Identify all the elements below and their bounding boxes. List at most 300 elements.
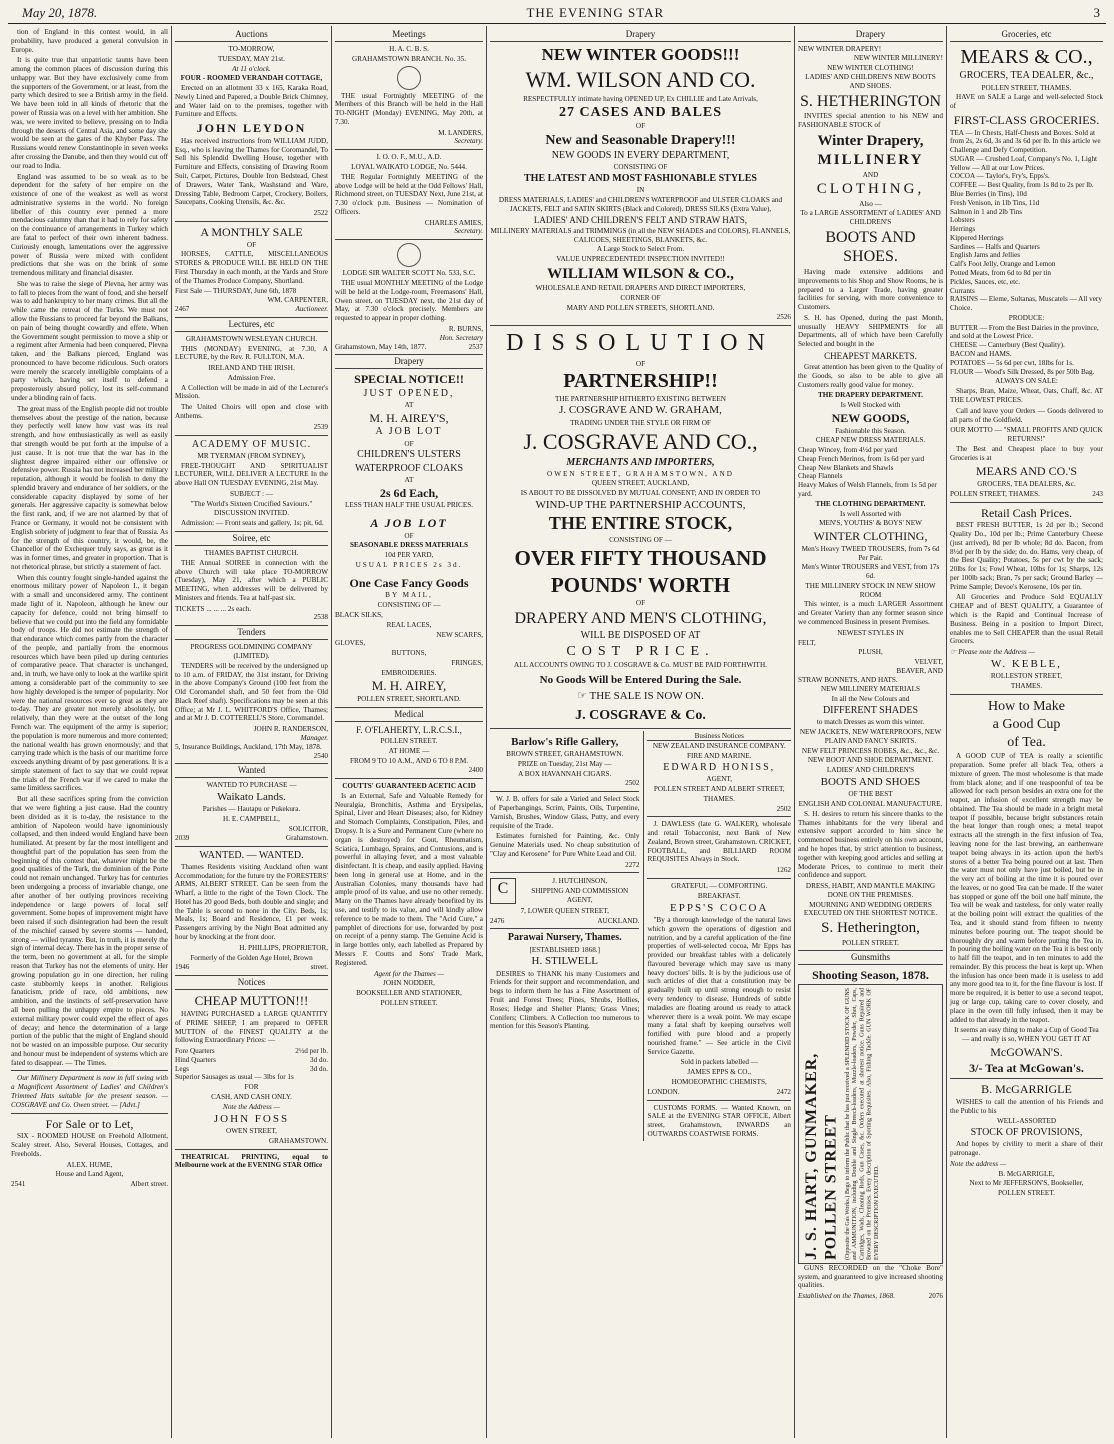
- list-item: Men's Winter TROUSERS and VEST, from 17s 6d.: [801, 563, 940, 581]
- wanted-subject: Waikato Lands.: [217, 791, 286, 804]
- hours: FROM 9 TO 10 A.M., AND 6 TO 8 P.M.: [349, 756, 469, 765]
- retail-cash-prices: Retail Cash Prices.: [981, 505, 1072, 520]
- epps-header-2: BREAKFAST.: [697, 891, 741, 900]
- soiree-body: THE Annual SOIREE in connection with the above Church will take place TO-MORROW (Tuesday), May 21, after which a PUBLIC MEETING, when addresses will be delivered by Ministers and friends. Tea at half-past six.: [175, 558, 328, 602]
- mcgarrigle-title: B. McGARRIGLE: [981, 1082, 1072, 1097]
- section-heading-wanted: Wanted: [175, 763, 328, 778]
- parawai-est: [ESTABLISHED 1868.]: [529, 945, 600, 954]
- keble-place: THAMES.: [1010, 682, 1043, 691]
- shooting-season: Shooting Season, 1878.: [812, 968, 929, 983]
- ad-code: 2472: [776, 1087, 791, 1096]
- mens-youths: MEN'S, YOUTHS' & BOYS' NEW: [819, 519, 922, 528]
- wanted-solicitor: H. E. CAMPBELL,: [223, 815, 280, 824]
- of-tea: of Tea.: [1007, 735, 1046, 751]
- academy-lecturer: MR TYERMAN (FROM SYDNEY),: [197, 451, 306, 460]
- dress-list: DRESS MATERIALS, LADIES' and CHILDREN'S WATERPROOF and ULSTER CLOAKS and JACKETS, FELT and SATIN SKIRTS (Black and Colored), DRESS SILKS (Extra Value),: [498, 196, 783, 213]
- wanted-role: SOLICITOR,: [288, 825, 328, 834]
- mutton-for: FOR: [244, 1083, 259, 1092]
- fashionable: Fashionable this Season.: [835, 426, 906, 435]
- editorial-paragraph: tion of England in this contest would, in all probability, have produced a general convulsion in Europe.: [11, 28, 168, 54]
- issue-date: May 20, 1878.: [22, 5, 98, 21]
- nz-insurance-title: NEW ZEALAND INSURANCE COMPANY.: [652, 742, 786, 751]
- price-row: [175, 1065, 328, 1074]
- millinery: MILLINERY: [817, 152, 924, 169]
- price-value: 3d do.: [310, 1055, 328, 1064]
- by-mail: BY MAIL,: [385, 591, 433, 600]
- ulsters: CHILDREN'S ULSTERS: [357, 449, 461, 461]
- section-heading-auctions: Auctions: [175, 28, 328, 42]
- sale-now: THE SALE IS NOW ON.: [589, 690, 704, 703]
- easy-thing: It seems an easy thing to make a Cup of Good Tea — and really is so, WHEN YOU GET IT AT: [954, 1026, 1099, 1044]
- list-item: Men's Heavy TWEED TROUSERS, from 7s 6d Per Pair.: [801, 544, 940, 562]
- ad-code: 2076: [928, 1292, 943, 1301]
- list-item: Blue Berries (in Tins), 10d: [950, 189, 1027, 198]
- of-label: OF: [635, 359, 646, 368]
- barlow-prize: PRIZE on Tuesday, 21st May —: [517, 759, 612, 768]
- stock-of-provisions: STOCK OF PROVISIONS,: [970, 1127, 1083, 1139]
- monthly-auctioneer: WM. CARPENTER,: [267, 296, 328, 305]
- wanted-parish: Parishes — Hautapu or Pukekura.: [202, 805, 301, 814]
- theatrical-printing: THEATRICAL PRINTING, equal to Melbourne work at the EVENING STAR Office: [175, 1152, 328, 1170]
- list-item: Salmon in 1 and 2lb Tins: [950, 207, 1023, 216]
- tender-manager: JOHN R. RANDERSON,: [253, 725, 328, 734]
- retail-note: All Groceries and Produce Sold EQUALLY CHEAP and of BEST QUALITY, a Guarantee of which is the Rapid and Continual Increase of Business. Being in a position to Import Direct, enables me to Sell CHEAPER than the usual Retail Grocers.: [950, 593, 1103, 646]
- millinery-materials: NEW MILLINERY MATERIALS: [820, 685, 921, 694]
- list-item: Sardines — Halfs and Quarters: [950, 242, 1040, 251]
- monthly-sale-of: OF: [246, 240, 257, 249]
- wanted2-title: WANTED. — WANTED.: [199, 849, 304, 861]
- wanted2-former: Formerly of the Golden Age Hotel, Brown: [190, 953, 313, 962]
- great-attention: Great attention has been given to the Quality of the Goods, so also to be able to give all Customers really good value for money.: [798, 363, 943, 389]
- price-row: [175, 1047, 328, 1056]
- newest-styles: NEWEST STYLES IN: [837, 628, 904, 637]
- price-value: 2½d per lb.: [295, 1047, 328, 1056]
- ad-code: 2039: [175, 833, 190, 842]
- wilson-name-2: WILLIAM WILSON & CO.,: [547, 265, 734, 282]
- boots-and-shoes-2: BOOTS AND SHOES: [820, 775, 921, 788]
- please-note: Please note the Address —: [958, 648, 1035, 657]
- ad-code: 2537: [468, 342, 483, 351]
- hetherington-title: S. HETHERINGTON: [799, 92, 942, 110]
- gunmaker-body: (Opposite the Gas Works.) Begs to inform the Public that he has just received a SPLENDID STOCK OF GUNS and AMMUNITION, including Double and Single Breech-loaders, Muzzle-loaders, Powder, Shot, Caps, Cartridges, Wads, Cleaning Rods, Gun Cases, &c. Orders executed at shortest notice. Guns Repaired and Browned on the Premises. Every description of Sporting Requisites. Also, Fishing Tackle. GUN WORK OF EVERY DESCRIPTION EXECUTED.: [845, 987, 880, 1260]
- list-item: CHEESE — Canterbury (Best Quality).: [950, 341, 1065, 350]
- hetherington-intro: INVITES special attention to his NEW and FASHIONABLE STOCK of: [798, 112, 943, 130]
- cheapest-markets: CHEAPEST MARKETS.: [824, 351, 917, 362]
- new-winter-clothing: NEW WINTER CLOTHING!: [827, 63, 914, 72]
- list-item: Calf's Foot Jelly, Orange and Lemon: [950, 260, 1056, 269]
- list-item: NEW SCARFS,: [436, 630, 483, 639]
- academy-body: FREE-THOUGHT AND SPIRITUALIST LECTURER, WILL DELIVER A LECTURE In the above Hall ON TUESDAY EVENING, 21st May.: [175, 461, 328, 488]
- barlow-address: BROWN STREET, GRAHAMSTOWN.: [506, 750, 624, 759]
- ad-code: 243: [1092, 489, 1103, 498]
- hacb-title: H. A. C. B. S.: [389, 44, 429, 53]
- ad-code: 2541: [11, 1180, 26, 1189]
- editorial-paragraph: The great mass of the English people did not trouble themselves about the prestige of the nation, because they perfectly well knew how vast was its real strength, and how enthusiastically as well as easily that strength would be put forth at the impulse of a just cause. It is not true that the war has in the slightest degree impaired either our offensive or defensive power. Russia has not increased her military reputation, although it would be foolish to deny the splendid bravery and endurance of her soldiers, or the considerable capacity displayed by some of her generals. Her aggressive capacity is somewhat below the first rank, and, if we are not alarmed by that of France or Germany, it would not be consistent with English sobriety of judgment to fear that of Russia. As for the strength of this country, it would, be, the Chancellor of the Exchequer truly says, as great as it was in former times, and greater in proportion. That is not rhetorical phrase, but strictly a statement of fact.: [11, 404, 168, 571]
- wanted2-street: street.: [310, 963, 328, 972]
- dissolution: DISSOLUTION: [506, 330, 775, 357]
- tender-body: TENDERS will be received by the undersigned up to 10 a.m. of FRIDAY, the 31st instant, for Driving in the above Company's Ground (100 feet from the Old Coromandel shaft, and 50 feet from the Old Black Reef shaft). Specifications may be seen at this Office; at Mr J. L. WHITFORD'S Office, Thames; and at Mr J. D. COTTERELL'S Store, Coromandel.: [175, 661, 328, 723]
- owen-street: OWEN STREET, GRAHAMSTOWN, AND: [547, 469, 734, 478]
- wind-up: WIND-UP THE PARTNERSHIP ACCOUNTS,: [535, 499, 746, 512]
- winter-clothing: WINTER CLOTHING,: [813, 529, 928, 544]
- parawai-title: Parawai Nursery, Thames.: [507, 932, 622, 944]
- felt-robes: NEW FELT PRINCESS ROBES, &c., &c., &c.: [801, 746, 940, 755]
- wjb-body: W. J. B. offers for sale a Varied and Select Stock of Paperhangings, Scrim, Paints, Oils, Turpentine, Varnish, Brushes, Window Glass, Putty, and every requisite of the Trade.: [490, 795, 640, 830]
- always-on-sale: ALWAYS ON SALE:: [995, 377, 1058, 386]
- masthead: [8, 4, 1106, 24]
- call-orders: Call and leave your Orders — Goods delivered to all parts of the Goldfield.: [950, 406, 1103, 424]
- gunmaker-title: J. S. HART, GUNMAKER, POLLEN STREET: [803, 1052, 840, 1260]
- oflaherty-street: POLLEN STREET.: [380, 736, 438, 745]
- mcgowans: McGOWAN'S.: [990, 1044, 1063, 1059]
- well-stocked: Is Well Stocked with: [840, 401, 901, 410]
- list-item: PLUSH,: [858, 648, 883, 657]
- ad-code: 2538: [313, 613, 328, 622]
- coutts-name: JOHN NODDER,: [383, 979, 435, 988]
- ad-code: 2522: [313, 209, 328, 218]
- epps-role: HOMOEOPATHIC CHEMISTS,: [671, 1078, 767, 1086]
- keble-address: ROLLESTON STREET,: [990, 672, 1063, 681]
- oflaherty-name: F. O'FLAHERTY, L.R.C.S.I.,: [356, 725, 462, 736]
- winter-drapery: Winter Drapery,: [817, 132, 924, 149]
- per-yard: 10d PER YARD,: [384, 551, 434, 560]
- nz-fire: FIRE AND MARINE.: [686, 752, 752, 761]
- corner-label: CORNER OF: [620, 293, 661, 302]
- keble-name: W. KEBLE,: [990, 657, 1063, 670]
- wanted2-proprietor: H. PHILLIPS, PROPRIETOR,: [239, 943, 328, 952]
- just-opened: JUST OPENED,: [363, 387, 455, 399]
- hutchinson-role: SHIPPING AND COMMISSION AGENT,: [531, 887, 629, 904]
- scott-role: Hon. Secretary: [439, 333, 483, 342]
- list-item: FLOUR — Wood's Silk Dressed, 8s per 50lb Bag.: [950, 367, 1095, 376]
- pointing-hand-icon: ☞: [950, 648, 959, 657]
- job-lot-2: A JOB LOT: [370, 516, 448, 530]
- drapery-department: THE DRAPERY DEPARTMENT.: [818, 391, 923, 400]
- hutchinson-address: 7, LOWER QUEEN STREET,: [520, 906, 609, 915]
- column-meetings: [332, 26, 487, 1438]
- boot-department: NEW BOOT AND SHOE DEPARTMENT.: [807, 756, 934, 765]
- section-heading-drapery: Drapery: [798, 28, 943, 42]
- for-sale-title: For Sale or to Let,: [45, 1116, 134, 1131]
- section-heading-soiree: Soiree, etc: [175, 531, 328, 546]
- new-goods: NEW GOODS IN EVERY DEPARTMENT,: [551, 150, 730, 162]
- partnership-body: THE PARTNERSHIP HITHERTO EXISTING BETWEEN: [555, 394, 726, 403]
- produce-heading: PRODUCE:: [1008, 313, 1045, 322]
- auction-when: TO-MORROW,: [228, 44, 275, 53]
- job-lot: A JOB LOT: [375, 426, 443, 438]
- new-winter-drapery: NEW WINTER DRAPERY!: [798, 44, 882, 53]
- special-notice: SPECIAL NOTICE!!: [354, 372, 464, 387]
- list-item: RAISINS — Eleme, Sultanas, Muscatels — All very Choice.: [950, 295, 1102, 313]
- auction-title: FOUR - ROOMED VERANDAH COTTAGE,: [180, 74, 323, 83]
- list-item: Fresh Venison, in 1lb Tins, 11d: [950, 198, 1040, 207]
- mutton-street: OWEN STREET,: [226, 1126, 277, 1135]
- section-heading-lectures: Lectures, etc: [175, 317, 328, 332]
- well-assorted: Is well Assorted with: [840, 509, 901, 518]
- less-than: LESS THAN HALF THE USUAL PRICES.: [344, 501, 474, 510]
- auction-time: At 11 o'clock.: [232, 64, 271, 73]
- mutton-title: CHEAP MUTTON!!!: [194, 993, 309, 1009]
- column-groceries: [947, 26, 1106, 1438]
- list-item: EMBROIDERIES.: [381, 668, 437, 677]
- editorial-paragraph: She was to raise the siege of Plevna, her army was to fall to pieces from the want of food, and she herself was to add bankruptcy to her many crimes. But all the while came the retreat of the Turks. We must not allow the Russians to proceed far beyond the Balkans, on pain of being thought cowardly and effete. When the Government sought permission to move a ship or a regiment after Armenia had been conquered, Plevna taken, and the Balkans pierced, England was pronounced to have become ridiculous. Such orators were merely the scarcely intelligible complaints of a party which, having set itself to defend a preposterously absurd policy, lost its self-command under a blinding rain of facts.: [11, 279, 168, 403]
- section-heading-groceries: Groceries, etc: [950, 28, 1103, 42]
- epps-name: JAMES EPPS & CO.,: [687, 1068, 752, 1077]
- mutton-note: Note the Address —: [223, 1102, 280, 1111]
- barlow-box: A BOX HAVANNAH CIGARS.: [518, 769, 612, 778]
- price-item: Hind Quarters: [175, 1055, 216, 1064]
- list-item: BACON and HAMS.: [950, 350, 1012, 359]
- mears-role-2: GROCERS, TEA DEALERS, &c.: [977, 480, 1076, 489]
- mutton-body: HAVING PURCHASED a LARGE QUANTITY of PRIME SHEEP, I am prepared to OFFER MUTTON of the FINEST QUALITY at the following Extraordinary Prices: —: [175, 1009, 328, 1045]
- coutts-title: COUTTS' GUARANTEED ACETIC ACID: [342, 782, 476, 791]
- ad-code: 2467: [175, 304, 190, 313]
- epps-sold: Sold in packets labelled —: [680, 1058, 758, 1067]
- coutts-street: POLLEN STREET.: [380, 998, 438, 1007]
- soiree-place: THAMES BAPTIST CHURCH.: [204, 548, 299, 557]
- masonic-emblem-icon: [397, 243, 421, 267]
- coutts-role: BOOKSELLER AND STATIONER,: [356, 989, 462, 998]
- boots-and-shoes: BOOTS AND SHOES.: [825, 228, 916, 266]
- to-match: to match Dresses as worn this winter.: [816, 718, 925, 727]
- iooi-lodge: LOYAL WAIKATO LODGE, No. 5444.: [351, 163, 467, 171]
- section-heading-tenders: Tenders: [175, 625, 328, 640]
- list-item: BLACK SILKS,: [335, 610, 383, 619]
- list-item: REAL LACES,: [386, 620, 432, 629]
- page-columns: [8, 26, 1106, 1438]
- ad-code: 2476: [490, 916, 505, 925]
- list-item: COCOA — Taylor's, Fry's, Epps's.: [950, 172, 1050, 181]
- established: Established on the Thames, 1868.: [798, 1292, 896, 1301]
- cloak-price: 2s 6d Each,: [379, 485, 439, 500]
- entire-stock: THE ENTIRE STOCK,: [548, 513, 733, 534]
- millinery-body: This winter, is a much LARGER Assortment and Greater Variety than any former season since we commenced Business in present Premises.: [798, 600, 943, 626]
- large-assortment: To a LARGE ASSORTMENT of LADIES' AND CHILDREN'S: [800, 209, 941, 227]
- ad-code: 2502: [776, 804, 791, 813]
- monthly-first-sale: First Sale — THURSDAY, June 6th, 1878: [175, 287, 297, 296]
- millinery-list: MILLINERY MATERIALS and TRIMMINGS (in all the NEW SHADES and COLORS), FLANNELS, CALICOES, SHEETINGS, BLANKETS, &c.: [490, 226, 791, 244]
- academy-subject: "The World's Sixteen Crucified Saviours.": [190, 499, 313, 508]
- hacb-body: THE usual Fortnightly MEETING of the Members of this Branch will be held in the Hall TO-NIGHT (Monday) EVENING, May 20th, at 7.30.: [335, 91, 483, 126]
- new-goods: NEW GOODS,: [831, 410, 910, 425]
- latest-styles: THE LATEST AND MOST FASHIONABLE STYLES: [524, 173, 757, 185]
- new-boots-shoes: LADIES' AND CHILDREN'S NEW BOOTS AND SHOES.: [805, 73, 936, 91]
- cheap-dress-title: CHEAP NEW DRESS MATERIALS.: [815, 436, 926, 445]
- wilson-title: WM. WILSON AND CO.: [525, 66, 756, 92]
- always-body: Sharps, Bran, Maize, Wheat, Oats, Chaff, &c. AT THE LOWEST PRICES.: [950, 387, 1103, 404]
- list-item: Kippered Herrings: [950, 233, 1004, 242]
- list-item: Lobsters: [950, 216, 975, 225]
- scott-date: Grahamstown, May 14th, 1877.: [335, 342, 427, 351]
- new-colours: In all the New Colours and: [831, 695, 910, 704]
- how-to-make: How to Make: [988, 698, 1065, 714]
- coutts-body: Is an External, Safe and Valuable Remedy for Neuralgia, Bronchitis, Asthma and Erysipelas, Spinal, Liver and Heart Diseases; also, for Kidney and Stomach Complaints, Constipation, Piles, and Dropsy. It is a Sure and Permanent Cure (where no organ is destroyed) for Gout, Rheumatism, Sciatica, Lumbago, Sprains, and Contusions, and is powerful in allaying fever, and a most valuable disinfectant. It is cheap, and easily applied. Having been long in general use at Home, and in the Australian Colonies, many thousands have had ample proof of its value, and use no other remedy. Many on the Thames have already benefited by its use, and testify to its value, and will kindly allow reference to be made to them. The "Acid Cure," a pamphlet of directions for use, forwarded by post on receipt of a penny stamp. The Genuine Acid is in large bottles only, each labelled as Prepared by Messrs F. Coutts and Sons' Trade Mark, Registered.: [335, 791, 483, 967]
- list-item: BUTTER — From the Best Dairies in the province, and sold at the Lowest Price.: [950, 323, 1099, 341]
- felt-hats: LADIES' AND CHILDREN'S FELT AND STRAW HATS,: [533, 214, 748, 225]
- tender-role: Manager.: [300, 733, 328, 742]
- consisting: CONSISTING OF —: [377, 601, 441, 610]
- mourning-orders: MOURNING AND WEDDING ORDERS EXECUTED ON THE SHORTEST NOTICE.: [803, 900, 938, 918]
- list-item: STRAW BONNETS, AND HATS.: [798, 675, 898, 684]
- new-jackets: NEW JACKETS, NEW WATERPROOFS, NEW PLAIN AND FANCY SKIRTS.: [799, 728, 942, 745]
- mcgarrigle-street: POLLEN STREET.: [998, 1189, 1055, 1198]
- clothing: CLOTHING,: [816, 181, 925, 198]
- price-item: Legs: [175, 1064, 189, 1073]
- value-line: VALUE UNPRECEDENTED! INSPECTION INVITED!!: [556, 255, 725, 264]
- queen-street: QUEEN STREET, AUCKLAND,: [591, 479, 690, 488]
- about-to: IS ABOUT TO BE DISSOLVED BY MUTUAL CONSENT; AND IN ORDER TO: [520, 489, 761, 498]
- auction-body-2: Has received instructions from WILLIAM JUDD, Esq., who is leaving the Thames for Coromandel, To Sell his Splendid Dwelling House, together with Furniture and Effects, consisting of Drawing Room Suit, Carpet, Pictures, Double Iron Bedstead, Chest of Drawers, Water Tank, Washstand and Ware, Dressing Table, Bedroom Carpet, Crockery, Boilers, Saucepans, Cooking Utensils, &c. &c.: [175, 136, 328, 207]
- section-heading-notices: Notices: [175, 975, 328, 990]
- retail-body: BEST FRESH BUTTER, 1s 2d per lb.; Second Quality Do., 10d per lb.; Prime Canterbury Cheese (just arrived), 8d per lb whole; 8d do. Bacon, from 8½d per lb by the side; do. do. Hams, very cheap, of the Best Quality; Potatoes, 5s per cwt by the sack; 20lbs for 1s; Fowl Wheat, 10lbs for 1s; Sharps, 12s per 100lb sack; Bran, 7s per sack; Ground Barley — Prime Sample; Devoe's Kerosene, 10s per tin.: [950, 521, 1103, 591]
- auction-day: TUESDAY, MAY 21st.: [218, 54, 285, 63]
- column-auctions: [172, 26, 332, 1438]
- at-home: AT HOME —: [388, 746, 430, 755]
- ad-code: 2400: [468, 766, 483, 775]
- merchants: MERCHANTS AND IMPORTERS,: [566, 456, 715, 468]
- auction-body: Erected on an allotment 33 x 165, Karaka Road, Newly Lined and Papered, a Double Brick Chimney, and Water laid on to the premises, together with Furniture and Effects.: [175, 84, 328, 119]
- at-label: AT: [404, 475, 414, 484]
- list-item: Cheap French Merinos, from 1s 6d per yard: [798, 454, 925, 463]
- honiss-place: THAMES.: [703, 794, 735, 803]
- wanted-title: WANTED TO PURCHASE —: [206, 781, 297, 790]
- cases-bales: 27 CASES AND BALES: [558, 105, 723, 121]
- list-item: FELT,: [798, 638, 816, 647]
- dawless-body: J. DAWLESS (late G. WALKER), wholesale and retail Tobacconist, next Bank of New Zealand, Brown street, Grahamstown. CRICKET, FOOTBALL, and BILLIARD ROOM REQUISITES Always in Stock.: [647, 820, 791, 864]
- epps-title: EPPS'S COCOA: [670, 901, 769, 914]
- wilson-intro: RESPECTFULLY intimate having OPENED UP, Ex CHILLIE and Late Arrivals,: [523, 94, 758, 103]
- clothing-department: THE CLOTHING DEPARTMENT.: [815, 499, 926, 508]
- paper-title: THE EVENING STAR: [526, 5, 665, 21]
- list-item: SUGAR — Crushed Loaf, Company's No. 1, Light Yellow — All at our Low Prices.: [950, 154, 1098, 172]
- page-number: 3: [1093, 5, 1100, 21]
- airey-name-2: M. H. AIREY,: [371, 678, 447, 694]
- also-label: Also —: [859, 199, 882, 208]
- in-label: IN: [636, 186, 645, 195]
- mcgarrigle-name: B. McGARRIGLE,: [998, 1169, 1055, 1178]
- stilwell-body: DESIRES to THANK his many Customers and Friends for their support and recommendation, and begs to inform them he has a Fine Assortment of Fruit and Forest Trees; Pines, Shrubs, Hollies, Roses; Hedge and Shelter Plants; Grass Vines; Conifers; Climbers. A Collection too numerous to mention for this Season's Planting.: [490, 969, 640, 1031]
- section-heading-medical: Medical: [335, 707, 483, 722]
- tea-body: A GOOD CUP of TEA is really a scientific preparation. Some prefer all black Tea, others a mixture of green. The most wholesome is that made from black alone; and if one teaspoonful of tea be allowed for each person besides an extra one for the teapot, an infusion of excellent strength may be obtained. The Tea should be made in a bright metal teapot if possible, because bright substances retain the heat longer than rough ones; a metal teapot extracts all the strength in the first infusion of Tea, leaving none for the last brewing, an earthenware teapot being always in its action upon the herb's stores of a better Tea being poured out at last. Then the water must not only have just boiled, but be in the very act of boiling at the time it is poured over the leaves, or no good Tea can be made. If the water has stopped or gone off the boil one half minute, the Tea will be weak and tasteless, for only water really at the boiling point will extract the qualities of the Tea, and it should stand from fifteen to twenty minutes before pouring out. The teapot should be thoroughly dry and warm before putting the Tea in. In pouring the boiling water on the Tea it is best only to half fill the teapot, and in ten minutes to add the remainder. By this process the heat is kept up. When the infusion has once been made it is useless to add any more good tea to it, for the fine flavour is lost. If more be required, it is better to use a second teapot, jug or large cup, taking care to cover closely, and place in the oven till fully infused, then it may be added to that already in the teapot.: [950, 752, 1103, 1024]
- wanted-place: Grahamstown.: [285, 833, 328, 842]
- ad-code: 1262: [776, 866, 791, 875]
- best-cheapest: The Best and Cheapest place to buy your Groceries is at: [950, 444, 1103, 462]
- agent-street: Albert street.: [130, 1180, 168, 1189]
- motto: OUR MOTTO — "SMALL PROFITS AND QUICK RETURNS!": [950, 426, 1103, 444]
- of-label: OF: [635, 599, 646, 608]
- list-item: Cheap Wincey, from 4½d per yard: [798, 446, 898, 455]
- lecture-choir: The United Choirs will open and close with Anthems.: [175, 403, 328, 420]
- list-item: Potted Meats, from 6d to 8d per tin: [950, 269, 1052, 278]
- mutton-cash: CASH, AND CASH ONLY.: [211, 1093, 292, 1102]
- pointing-hand-icon: ☞: [577, 690, 590, 703]
- academy-title: ACADEMY OF MUSIC.: [191, 438, 312, 450]
- lecture-subject: IRELAND AND THE IRISH.: [208, 364, 295, 373]
- hutchinson-place: AUCKLAND.: [597, 916, 640, 925]
- wilson-role: WHOLESALE AND RETAIL DRAPERS AND DIRECT IMPORTERS,: [535, 284, 746, 293]
- no-goods: No Goods Will be Entered During the Sale.: [539, 673, 742, 686]
- stilwell-name: H. STILWELL: [531, 955, 598, 968]
- ad-code: 2540: [313, 751, 328, 760]
- new-winter-millinery: NEW WINTER MILLINERY!: [853, 53, 943, 62]
- iooi-role: Secretary.: [454, 227, 483, 236]
- mcgarrigle-body: WISHES to call the attention of his Friends and the Public to his: [950, 1097, 1103, 1115]
- cosgrave-title: J. COSGRAVE AND CO.,: [523, 428, 758, 454]
- a-good-cup: a Good Cup: [992, 717, 1061, 732]
- ad-code: 2502: [625, 779, 640, 788]
- at-label: AT: [404, 401, 414, 410]
- editorial-paragraph: But all these sacrifices spring from the conviction that we were fighting a just cause. Had the country been divided as it is to-day, the resistance to the ambition of Napoleon would have ignominiously collapsed, and then indeed would England have been humiliated. At present by far the most intelligent and thoughtful part of the population has seen from the beginning of this contest that, whatever might be the good qualities of the Turk, the dominion of the Porte could not remain unchanged. Turkey has for centuries been undergoing a process of invariable change, one after another of her outlying provinces receiving independence or large powers of local self government. Some hopes of improvement might have been raised if such disintegration had been the result of the mischief caused by severe storms — handed, strong — willed tyranny. But, in truth, it is merely the sign of internal decay. There has in the proper sense of the term, been no government at all, for the simple reason that Turkey has not the elements of unity. Her growing population go in one direction, her ruling caste stubbornly keeps in another. Religious fanaticism, pride of race, old ambitions, new ambition, and the instincts of self-preservation have all been pulling the unhappy empire to pieces. No external military power could expel the effect of ages of decay; and hence the determination of a large portion of the public that the might of England should not be wasted on an impossible purpose. Our security and honour must be independent of systems which are fated to disappear. — The Times.: [11, 795, 168, 1067]
- accounts-owing: ALL ACCOUNTS OWING TO J. COSGRAVE & Co. MUST BE PAID FORTHWITH.: [514, 660, 767, 669]
- customs-forms: CUSTOMS FORMS. — Wanted Known, on SALE at the EVENING STAR OFFICE, Albert street, Grahamstown, INWARDS an OUTWARDS COASTWISE FORMS.: [647, 1103, 791, 1138]
- list-item: GLOVES,: [335, 639, 366, 648]
- list-item: VELVET,: [914, 658, 943, 667]
- sale-now-row: [490, 690, 791, 703]
- iooi-secretary: CHARLES AMIES,: [424, 218, 483, 227]
- mcgarrigle-hope: And hopes by civility to merit a share of their patronage.: [950, 1140, 1103, 1158]
- hacb-role: Secretary.: [454, 137, 483, 146]
- mears-title: MEARS & CO.,: [960, 45, 1093, 68]
- list-item: Herrings: [950, 225, 976, 234]
- trading-as: TRADING UNDER THE STYLE OR FIRM OF: [570, 418, 711, 427]
- partnership: PARTNERSHIP!!: [563, 370, 718, 393]
- airey-address: POLLEN STREET, SHORTLAND.: [357, 695, 461, 704]
- lecture-collection: A Collection will be made in aid of the Lecturer's Mission.: [175, 383, 328, 401]
- mutton-sausages: Superior Sausages as usual — 3lbs for 1s: [175, 1073, 294, 1082]
- honiss-name: EDWARD HONISS,: [663, 761, 776, 773]
- mcgarrigle-note: Note the address —: [950, 1159, 1007, 1168]
- fancy-goods: One Case Fancy Goods: [349, 575, 469, 590]
- agent-name: ALEX. HUME,: [66, 1160, 113, 1169]
- of-label: OF: [404, 531, 414, 540]
- column-wide-drapery: [487, 26, 795, 1438]
- hacb-branch: GRAHAMSTOWN BRANCH. No. 35.: [351, 54, 467, 63]
- new-seasonable: New and Seasonable Drapery!!!: [545, 133, 736, 149]
- academy-discussion: DISCUSSION INVITED.: [213, 509, 290, 518]
- agent-role: House and Land Agent,: [55, 1170, 124, 1179]
- monthly-sale-body: HORSES, CATTLE, MISCELLANEOUS STORES & PRODUCE WILL BE HELD ON THE First Thursday in each month, at the Yards and Store of the Thames Produce Company, Shortland.: [175, 250, 328, 285]
- partners: J. COSGRAVE AND W. GRAHAM,: [559, 404, 722, 417]
- editorial-paragraph: When this country fought single-handed against the enormous military power of Napoleon I., it began with a small and unconsidered army. The continent made light of it. Napoleon, although he knew our capacity for defence, could not bring himself to believe that we could put into the field any formidable body of troops. He did not estimate the strength of that endurance which comes partly from the character of the people, and partially from the enormous resources which have been piled up during centuries of comparative peace. That character is unchanged, and, in truth, we have only to look at the warlike spirit among a considerable part of the community to see how highly developed is the temper of popularity. Nor were the national resources ever so great as they are to-day. They are greater not merely absolutely, but relatively, than they were at the outset of the long French war. The equipment of the army is superior; the population is more numerous and more contented; the national wealth has grown enormously; and that carrying trade which is the basis of our maritime force exceeds anything dreamt of by past generations. It is a simple statement of fact to say that we could repeat the trials of the French war if we cared to make the same limitless sacrifices.: [11, 573, 168, 793]
- soiree-tickets: TICKETS ... ... ... 2s each.: [175, 604, 252, 613]
- column-hetherington: [795, 26, 947, 1438]
- column-editorial: [8, 26, 172, 1438]
- list-item: FRINGES,: [451, 658, 483, 667]
- choke-bore-note: GUNS RECORDED on the "Choke Bore" system, and guaranteed to give increased shooting qualities.: [798, 1263, 943, 1290]
- please-note-row: [950, 648, 1103, 657]
- auctioneer-name: JOHN LEYDON: [196, 121, 307, 136]
- list-item: BUTTONS,: [391, 649, 427, 658]
- section-heading-business: Business Notices: [647, 732, 791, 742]
- mutton-place: GRAHAMSTOWN.: [268, 1136, 328, 1145]
- millinery-stock: THE MILLINERY STOCK IN NEW SHOW ROOM: [805, 581, 936, 599]
- list-item: POTATOES — 5s 6d per cwt, 18lbs for 1s.: [950, 358, 1074, 367]
- section-heading-drapery: Drapery: [335, 354, 483, 369]
- scott-secretary: R. BURNS,: [448, 324, 483, 333]
- cosgrave-name-2: J. COSGRAVE & Co.: [575, 707, 706, 723]
- mcgarrigle-next: Next to Mr JEFFERSON'S, Bookseller,: [969, 1179, 1084, 1188]
- mcgowan-price: 3/- Tea at McGowan's.: [969, 1060, 1084, 1075]
- iooi-body: THE Regular Fortnightly MEETING of the above Lodge will be held at the Odd Fellows' Hall, Richmond street, on TUESDAY Next, June 21st, at 7.30 o'clock p.m. Business — Nomination of Officers.: [335, 172, 483, 216]
- price-item: Fore Quarters: [175, 1047, 215, 1056]
- mutton-name: JOHN FOSS: [213, 1112, 290, 1125]
- cost-price: COST PRICE.: [566, 643, 715, 659]
- usual-prices: USUAL PRICES 2s 3d.: [355, 560, 463, 569]
- gunmaker-rotated-ad: [798, 984, 943, 1264]
- price-value: 3d do.: [310, 1064, 328, 1073]
- english-colonial: ENGLISH AND COLONIAL MANUFACTURE.: [798, 800, 943, 809]
- mears-address-2: POLLEN STREET, THAMES.: [950, 489, 1040, 498]
